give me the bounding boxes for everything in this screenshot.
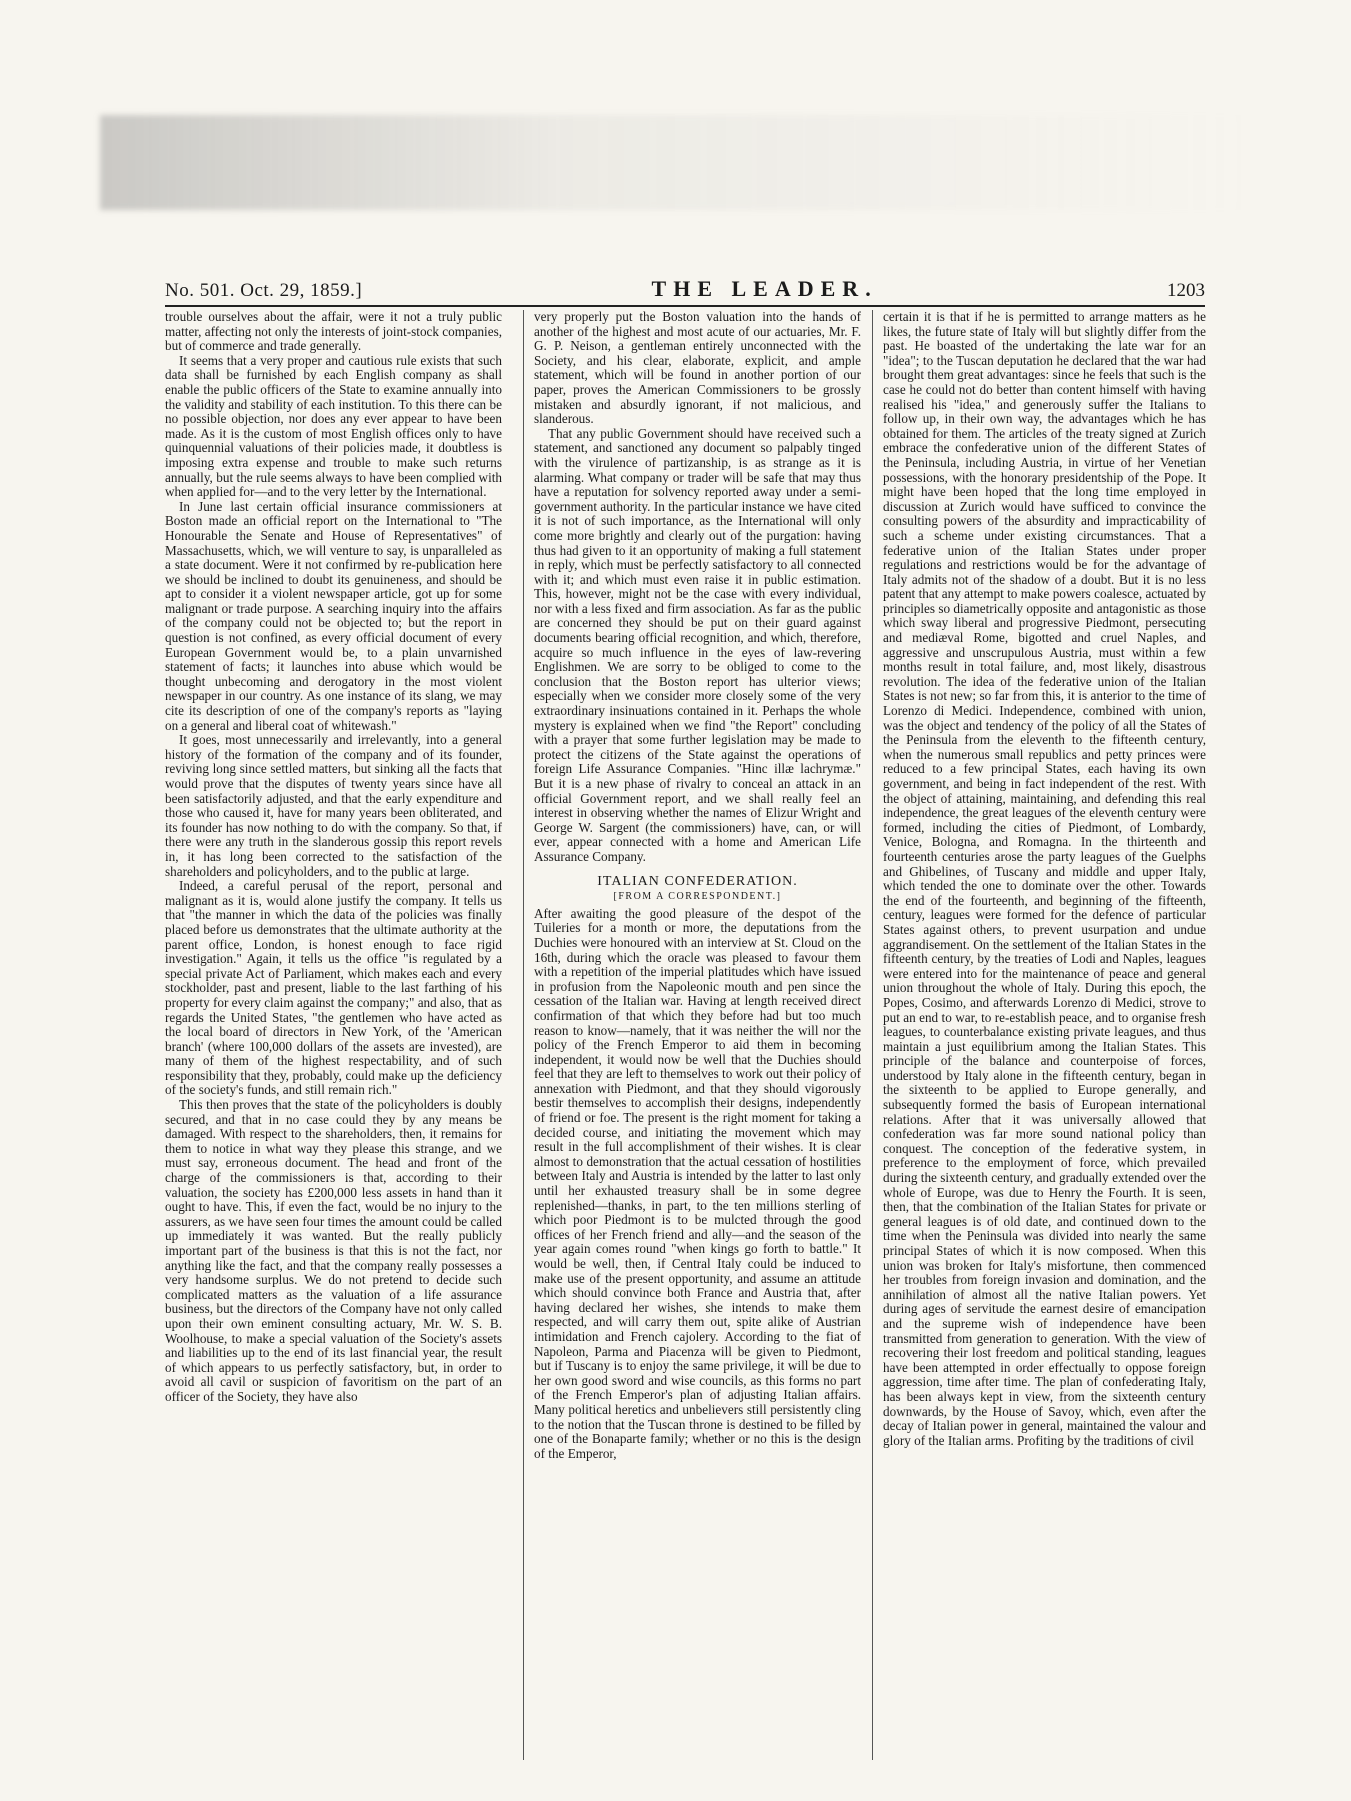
paragraph: Indeed, a careful perusal of the report, personal and malignant as it is, would alone justify the company. It tells us that "the manner in which the data of the policies was finally placed before us demonstrates that the ultimate authority at the parent office, London, is honest enough to face rigid investigation." Again, it tells us the office "is regulated by a special private Act of Parliament, which makes each and every stockholder, past and present, liable to the last farthing of his property for every claim against the company;" and also, that as regards the United States, "the gentlemen who have acted as the local board of directors in New York, of the 'American branch' (where 100,000 dollars of the assets are invested), are many of them of the highest respectability, and of such responsibility that they, probably, could make up the deficiency of the society's funds, and still remain rich." (165, 878, 502, 1098)
column-3 (872, 310, 1206, 1760)
paragraph: It goes, most unnecessarily and irrelevantly, into a general history of the formation of the company and of its founder, reviving long since settled matters, but sinking all the facts that would prove that the disputes of twenty years since have all been satisfactorily adjusted, and that the early expenditure and those who caused it, have for many years been obliterated, and its founder has now nothing to do with the company. So that, if there were any truth in the slanderous gossip this report revels in, it has long been corrected to the satisfaction of the shareholders and policyholders, and to the public at large. (165, 732, 502, 879)
paragraph: certain it is that if he is permitted to arrange matters as he likes, the future state of Italy will but slightly differ from the past. He boasted of the undertaking the late war for an "idea"; to the Tuscan deputation he declared that the war had brought them great advantages: since he feels that such is the case he could not do better than content himself with having realised his "idea," and generously suffer the Italians to follow up, in their own way, the advantages which he has obtained for them. The articles of the treaty signed at Zurich embrace the confederative union of the different States of the Peninsula, including Austria, in virtue of her Venetian possessions, with the honorary presidentship of the Pope. It might have been hoped that the long time employed in discussion at Zurich would have sufficed to convince the consulting powers of the absurdity and impracticability of such a scheme under existing circumstances. That a federative union of the Italian States under proper regulations and restrictions would be for the advantage of Italy admits not of the shadow of a doubt. But it is no less patent that any attempt to make powers coalesce, actuated by principles so diametrically opposite and antagonistic as those which sway liberal and progressive Piedmont, persecuting and mediæval Rome, bigotted and cruel Naples, and aggressive and unscrupulous Austria, must within a few months result in total failure, and, most likely, disastrous revolution. The idea of the federative union of the Italian States is not new; so far from this, it is anterior to the time of Lorenzo di Medici. Independence, combined with union, was the object and tendency of the policy of all the States of the Peninsula from the eleventh to the fifteenth century, when the numerous small republics and petty princes were reduced to a few principal States, each having its own government, and being in fact independent of the rest. With the object of attaining, maintaining, and defending this real independence, the great leagues of the eleventh century were formed, including the cities of Piedmont, of Lombardy, Venice, Bologna, and Romagna. In the thirteenth and fourteenth centuries arose the party leagues of the Guelphs and Ghibelines, of Tuscany and middle and upper Italy, which tended the one to dominate over the other. Towards the end of the fourteenth, and beginning of the fifteenth, century, leagues were formed for the defence of particular States against others, to prevent usurpation and undue aggrandisement. On the settlement of the Italian States in the fifteenth century, by the treaties of Lodi and Naples, leagues were entered into for the maintenance of peace and general union throughout the whole of Italy. During this epoch, the Popes, Cosimo, and afterwards Lorenzo di Medici, strove to put an end to war, to re-establish peace, and to organise fresh leagues, to counterbalance existing private leagues, and thus maintain a just equilibrium among the Italian States. This principle of the balance and counterpoise of forces, understood by Italy alone in the fifteenth century, began in the sixteenth to be applied to Europe generally, and subsequently formed the basis of European international relations. After that it was universally allowed that confederation was far more sound national policy than conquest. The conception of the federative system, in preference to the employment of force, which prevailed during the sixteenth century, and gradually extended over the whole of Europe, was due to Henry the Fourth. It is seen, then, that the combination of the Italian States for private or general leagues is of old date, and continued down to the time when the Peninsula was divided into nearly the same principal States of which it is now composed. When this union was broken for Italy's misfortune, then commenced her troubles from foreign invasion and domination, and the annihilation of almost all the native Italian powers. Yet during ages of servitude the earnest desire of emancipation and the supreme wish of independence have been transmitted from generation to generation. With the view of recovering their lost freedom and political standing, leagues have been attempted in order effectually to oppose foreign aggression, time after time. The plan of confederating Italy, has been always kept in view, from the sixteenth century downwards, by the House of Savoy, which, even after the decay of Italian power in general, maintained the valour and glory of the Italian arms. Profiting by the traditions of civil (883, 310, 1206, 1448)
newspaper-title: THE LEADER. (651, 276, 878, 301)
section-byline: [FROM A CORRESPONDENT.] (613, 891, 782, 903)
paragraph: It seems that a very proper and cautious rule exists that such data shall be furnished by each English company as shall enable the public officers of the State to examine annually into the validity and stability of each institution. To this there can be no possible objection, nor does any ever appear to have been made. As it is the custom of most English offices only to have quinquennial valuations of their policies made, it doubtless is imposing extra expense and trouble to make such returns annually, but the rule seems always to have been complied with when applied for—and to the very letter by the International. (165, 352, 502, 500)
page-number: 1203 (1167, 280, 1205, 301)
paragraph: That any public Government should have received such a statement, and sanctioned any document so palpably tinged with the virulence of partizanship, is as strange as it is alarming. What company or trader will be safe that may thus have a reputation for solvency reported away under a semi-government authority. In the particular instance we have cited it is not of such importance, as the International will only come more brightly and clearly out of the purgation: having thus had given to it an opportunity of making a full statement in reply, which must be perfectly satisfactory to all connected with it; and which must even raise it in public estimation. This, however, might not be the case with every individual, nor with a less fixed and firm association. As far as the public are concerned they should be put on their guard against documents bearing official recognition, and which, therefore, acquire so much influence in the eyes of law-revering Englishmen. We are sorry to be obliged to come to the conclusion that the Boston report has ulterior views; especially when we consider more closely some of the very extraordinary insinuations contained in it. Perhaps the whole mystery is explained when we find "the Report" concluding with a prayer that some further legislation may be made to protect the citizens of the State against the operations of foreign Life Assurance Companies. "Hinc illæ lachrymæ." But it is a new phase of rivalry to conceal an attack in an official Government report, and we shall really feel an interest in observing whether the names of Elizur Wright and George W. Sargent (the commissioners) have, can, or will ever, appear connected with a home and American Life Assurance Company. (534, 425, 861, 864)
paragraph: trouble ourselves about the affair, were it not a truly public matter, affecting not only the interests of joint-stock companies, but of commerce and trade generally. (165, 310, 502, 354)
issue-date (165, 280, 362, 302)
section-heading: ITALIAN CONFEDERATION. (597, 873, 798, 889)
paragraph: This then proves that the state of the policyholders is doubly secured, and that in no case could they by any means be damaged. With respect to the shareholders, then, it remains for them to notice in what way they please this strange, and we must say, erroneous document. The head and front of the charge of the commissioners is that, according to their valuation, the society has £200,000 less assets in hand than it ought to have. This, if even the fact, would be no injury to the assurers, as we have seen four times the amount could be called up immediately it was wanted. But the really publicly important part of the business is that this is not the fact, nor anything like the fact, and that the company really possesses a very handsome surplus. We do not pretend to decide such complicated matters as the valuation of a life assurance business, but the directors of the Company have not only called upon their own eminent consulting actuary, Mr. W. S. B. Woolhouse, to make a special valuation of the Society's assets and liabilities up to the end of its last financial year, the result of which appears to us perfectly satisfactory, but, in order to avoid all cavil or suspicion of favoritism on the part of an officer of the Society, they have also (165, 1097, 502, 1404)
issue-date-text: Oct. 29, 1859.] (240, 280, 363, 301)
issue-number: No. 501. (165, 280, 235, 301)
paragraph: In June last certain official insurance commissioners at Boston made an official report on the International to "The Honourable the Senate and House of Representatives" of Massachusetts, which, we will venture to say, is unparalleled as a state document. Were it not confirmed by re-publication here we should be inclined to doubt its genuineness, and should be apt to consider it a violent newspaper article, got up for some malignant or trade purpose. A searching inquiry into the affairs of the company could not be objected to; but the report in question is not confined, as every official document of every European Government would be, to a plain unvarnished statement of facts; it launches into abuse which would be thought unbecoming and derogatory in the most violent newspaper in our country. As one instance of its slang, we may cite its description of one of the company's reports as "laying on a general and liberal coat of whitewash." (165, 498, 502, 733)
scan-smudge (100, 115, 1250, 210)
page-header (165, 272, 1205, 307)
column-1 (165, 310, 502, 1760)
paragraph: After awaiting the good pleasure of the despot of the Tuileries for a month or more, the deputations from the Duchies were honoured with an interview at St. Cloud on the 16th, during which the oracle was pleased to favour them with a repetition of the imperial platitudes which have issued in profusion from the Napoleonic mouth and pen since the cessation of the Italian war. Having at length received direct confirmation of that which they before had but too much reason to know—namely, that it was neither the will nor the policy of the French Emperor to aid them in becoming independent, it would now be well that the Duchies should feel that they are left to themselves to work out their policy of annexation with Piedmont, and that they should vigorously bestir themselves to accomplish their designs, independently of friend or foe. The present is the right moment for taking a decided course, and initiating the movement which may result in the full accomplishment of their wishes. It is clear almost to demonstration that the actual cessation of hostilities between Italy and Austria is intended by the latter to last only until her exhausted treasury shall be in some degree replenished—thanks, in part, to the ten millions sterling of which poor Piedmont is to be mulcted through the good offices of her French friend and ally—and the season of the year again comes round "when kings go forth to battle." It would be well, then, if Central Italy could be induced to make use of the present opportunity, and assume an attitude which should convince both France and Austria that, after having declared her wishes, she intends to make them respected, and will carry them out, spite alike of Austrian intimidation and French cajolery. According to the fiat of Napoleon, Parma and Piacenza will be given to Piedmont, but if Tuscany is to enjoy the same privilege, it will be due to her own good sword and wise councils, as this forms no part of the French Emperor's plan of adjusting Italian affairs. Many political heretics and unbelievers still persistently cling to the notion that the Tuscan throne is destined to be filled by one of the Bonaparte family; whether or no this is the design of the Emperor, (534, 905, 861, 1461)
paragraph: very properly put the Boston valuation into the hands of another of the highest and most acute of our actuaries, Mr. F. G. P. Neison, a gentleman entirely unconnected with the Society, and his clear, elaborate, explicit, and ample statement, which will be found in another portion of our paper, proves the American Commissioners to be grossly mistaken and absurdly ignorant, if not malicious, and slanderous. (534, 310, 861, 427)
column-2 (523, 310, 861, 1760)
